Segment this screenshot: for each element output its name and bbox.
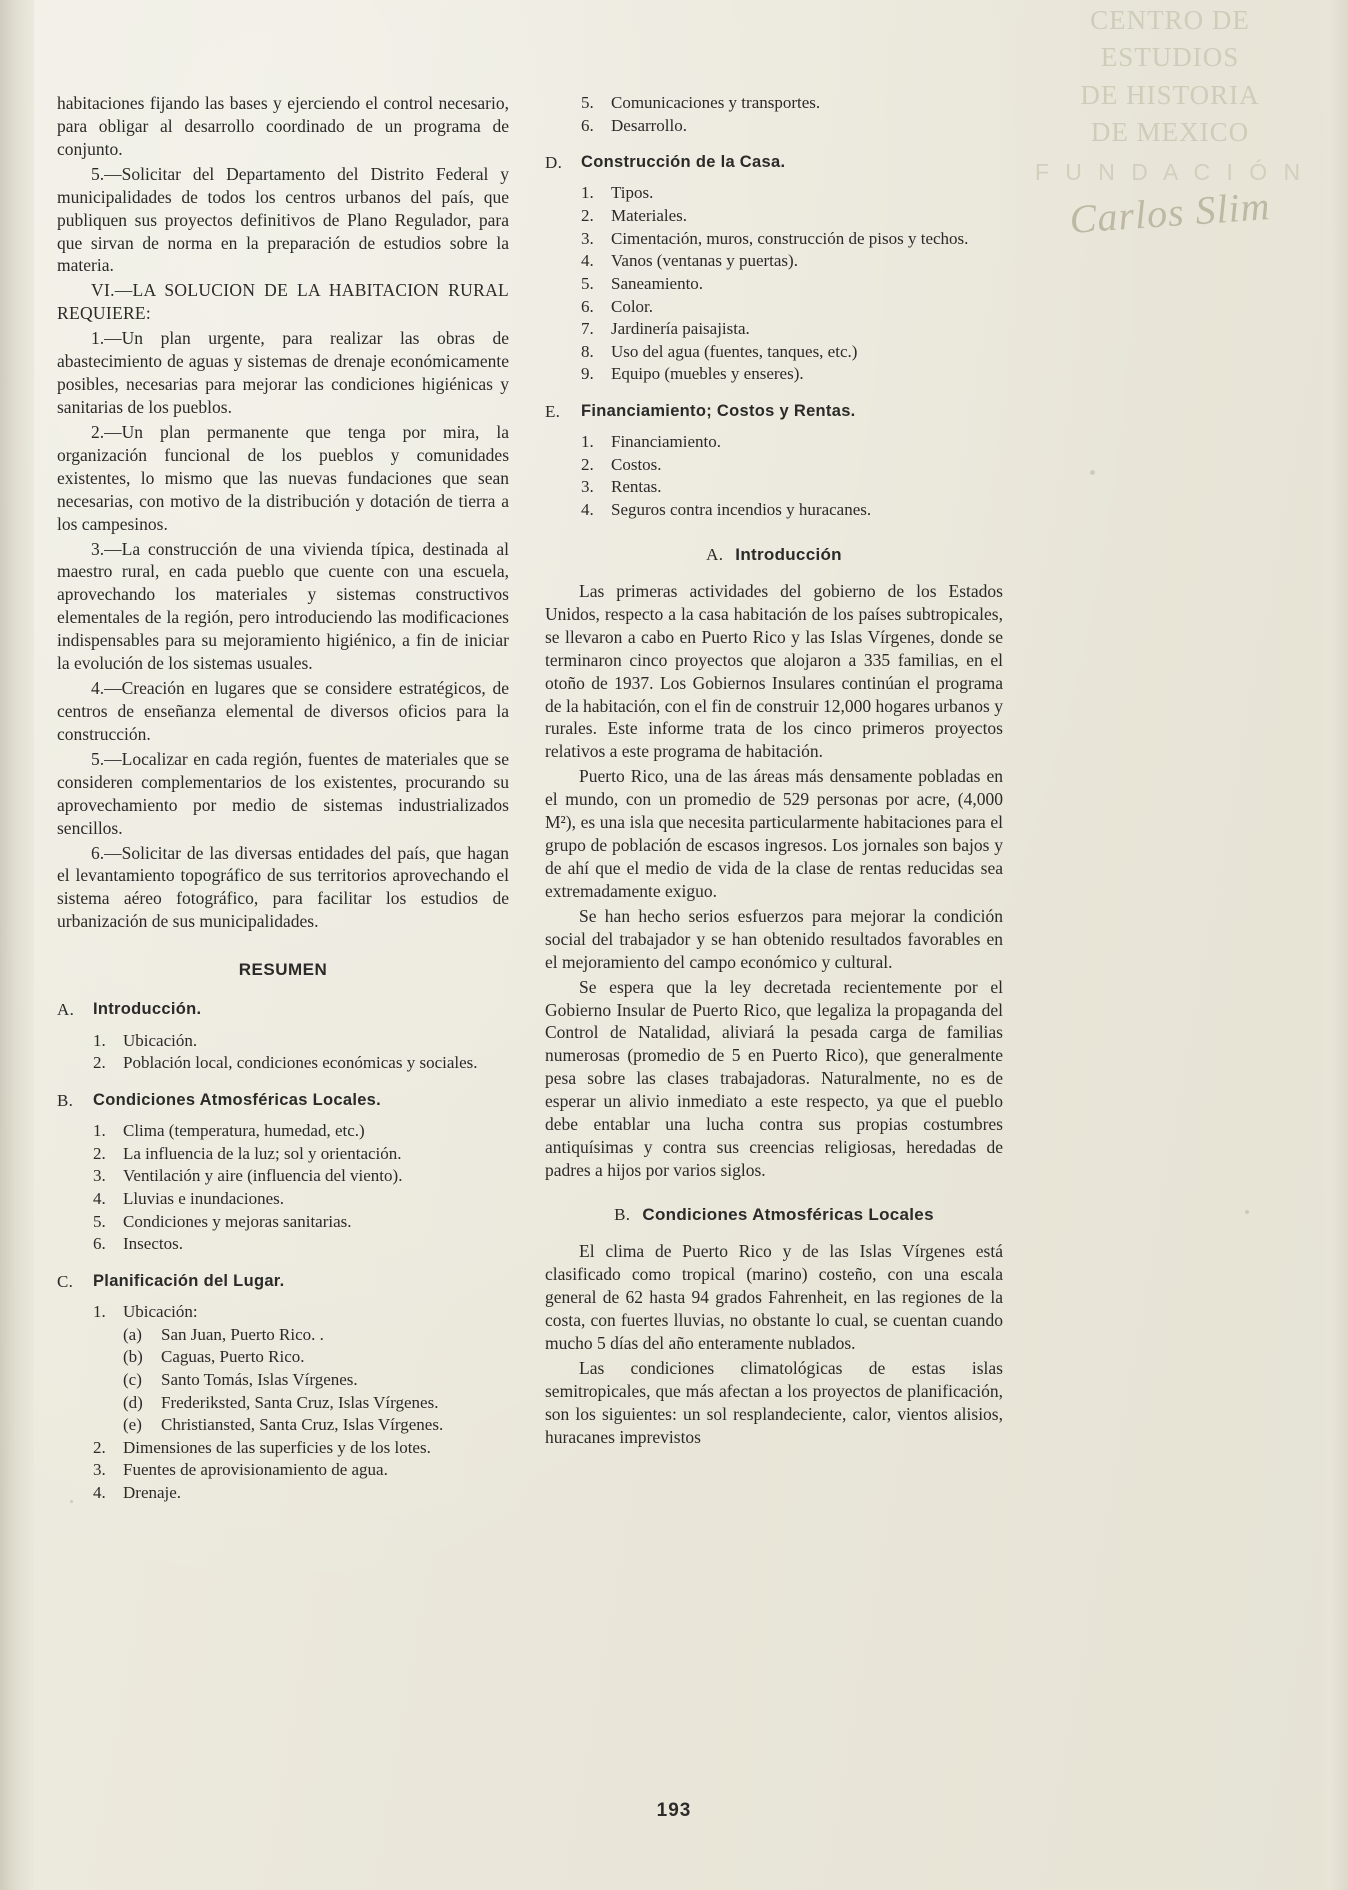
scan-speck (1090, 470, 1095, 475)
item-text: Insectos. (123, 1234, 183, 1254)
section-title: Introducción (735, 544, 842, 564)
item-text: Tipos. (611, 183, 654, 203)
list-item (93, 1165, 509, 1188)
item-number: 4. (93, 1483, 106, 1502)
paragraph: 5.—Solicitar del Departamento del Distrito Federal y municipalidades de todos los centros urbanos del país, que publiquen sus proyectos definitivos de Plano Regulador, para que sirvan de norma en la preparación de estudios sobre la materia. (57, 163, 509, 276)
outline-items (93, 1301, 509, 1504)
section-title: Condiciones Atmosféricas Locales. (93, 1090, 382, 1109)
item-text: Comunicaciones y transportes. (611, 93, 821, 112)
item-number: 9. (581, 364, 594, 384)
outline-heading (545, 152, 1003, 174)
item-text: Lluvias e inundaciones. (123, 1189, 284, 1209)
item-text: Caguas, Puerto Rico. (161, 1347, 305, 1367)
list-item (581, 205, 1003, 228)
climate-body-text (545, 1240, 1003, 1448)
watermark-line-2: ESTUDIOS (1100, 42, 1240, 73)
item-text: Materiales. (611, 206, 687, 226)
outline-heading (57, 999, 509, 1021)
section-letter: C. (57, 1271, 74, 1291)
watermark-signature: Carlos Slim (1068, 182, 1272, 242)
section-title: Planificación del Lugar. (93, 1271, 285, 1290)
item-number: 6. (581, 115, 594, 135)
page-number: 193 (656, 1800, 692, 1821)
section-letter: B. (57, 1090, 74, 1110)
list-item (581, 476, 1003, 499)
paragraph: 2.—Un plan permanente que tenga por mira, la organización funcional de los pueblos y comunidades existentes, lo mismo que las nuevas fundaciones que sean necesarias, con motivo de la distribución y dotación de tierra a los campesinos. (57, 421, 509, 534)
paragraph-heading-vi: VI.—LA SOLUCION DE LA HABITACION RURAL REQUIERE: (57, 280, 509, 324)
section-title: Financiamiento; Costos y Rentas. (581, 401, 856, 420)
section-title: Introducción. (93, 1000, 202, 1019)
item-number: 1. (581, 183, 594, 203)
item-number: 2. (93, 1437, 106, 1457)
list-item (581, 228, 1003, 251)
item-number: 6. (93, 1234, 106, 1254)
item-number: 8. (581, 341, 594, 361)
outline-heading (57, 1090, 509, 1112)
item-number: 4. (581, 251, 594, 271)
section-letter: A. (706, 544, 724, 564)
list-item (93, 1030, 509, 1053)
item-text: Ventilación y aire (influencia del viento). (123, 1166, 403, 1186)
item-text: Dimensiones de las superficies y de los lotes. (123, 1437, 431, 1457)
list-item (93, 1143, 509, 1166)
item-number: (b) (123, 1347, 143, 1367)
item-number: 4. (93, 1189, 106, 1209)
item-text: Costos. (611, 454, 662, 474)
paragraph: El clima de Puerto Rico y de las Islas Vírgenes está clasificado como tropical (marino) costeño, con una escala general de 62 hasta 94 grados Fahrenheit, en las regiones de la costa, con fuertes lluvias, no obstante lo cual, se cuentan cuando mucho 5 días del año enteramente nublados. (545, 1241, 1003, 1353)
left-body-text (57, 92, 509, 933)
item-text: La influencia de la luz; sol y orientación. (123, 1143, 402, 1163)
list-item (93, 1120, 509, 1143)
list-item (581, 363, 1003, 386)
list-item (93, 1482, 509, 1505)
sub-list-item (123, 1392, 509, 1415)
item-number: 2. (93, 1143, 106, 1163)
paragraph: Puerto Rico, una de las áreas más densamente pobladas en el mundo, con un promedio de 529 personas por acre, (4,000 M²), es una isla que necesita particularmente habitaciones para el grupo de población de escasos ingresos. Los jornales son bajos y de ahí que el medio de vida de la clase de rentas reducidas sea extremadamente exiguo. (545, 766, 1003, 901)
list-item (581, 296, 1003, 319)
list-item (93, 1301, 509, 1324)
paragraph: Las condiciones climatológicas de estas islas semitropicales, que más afectan a los proyectos de planificación, son los siguientes: un sol resplandeciente, calor, vientos alisios, huracanes imprevistos (545, 1357, 1003, 1447)
item-text: San Juan, Puerto Rico. . (161, 1324, 324, 1344)
item-number: 7. (581, 319, 594, 339)
item-text: Seguros contra incendios y huracanes. (611, 500, 872, 520)
outline-heading (57, 1271, 509, 1293)
list-item (581, 454, 1003, 477)
list-item (93, 1233, 509, 1256)
list-item (581, 182, 1003, 205)
outline-section-b (57, 1090, 509, 1256)
sub-list-item (123, 1346, 509, 1369)
list-item (93, 1211, 509, 1234)
item-number: 2. (581, 454, 594, 474)
scan-speck (70, 1500, 73, 1503)
left-column (57, 92, 509, 1505)
section-letter: B. (614, 1204, 631, 1224)
paragraph: 5.—Localizar en cada región, fuentes de materiales que se consideren complementarios de los existentes, procurando su aprovechamiento por medio de sistemas industrializados sencillos. (57, 748, 509, 838)
outline-items (581, 431, 1003, 521)
list-item (93, 1188, 509, 1211)
sub-list (123, 1324, 509, 1437)
outline-section-a (57, 999, 509, 1074)
outline-section-c (57, 1271, 509, 1505)
paragraph: 1.—Un plan urgente, para realizar las obras de abastecimiento de aguas y sistemas de drenaje económicamente posibles, necesarias para mejorar las condiciones higiénicas y sanitarias de los pueblos. (57, 328, 509, 417)
outline-section-d (545, 152, 1003, 386)
intro-heading (545, 544, 1003, 566)
section-title: Condiciones Atmosféricas Locales (642, 1204, 934, 1224)
list-item (581, 115, 1003, 138)
list-item (93, 1459, 509, 1482)
item-text: Rentas. (611, 477, 662, 497)
list-item (93, 1437, 509, 1460)
resumen-title: RESUMEN (238, 960, 328, 980)
item-text: Frederiksted, Santa Cruz, Islas Vírgenes. (161, 1392, 439, 1412)
item-number: 1. (93, 1302, 106, 1322)
sub-list-item (123, 1369, 509, 1392)
item-text: Saneamiento. (611, 273, 704, 293)
sub-list-item (123, 1414, 509, 1437)
item-text: Color. (611, 296, 654, 316)
outline-section-e (545, 401, 1003, 522)
item-text: Condiciones y mejoras sanitarias. (123, 1211, 352, 1231)
item-text: Ubicación: (123, 1302, 198, 1322)
item-text: Uso del agua (fuentes, tanques, etc.) (611, 341, 858, 361)
item-text: Jardinería paisajista. (611, 319, 750, 339)
list-item (581, 341, 1003, 364)
section-letter: E. (545, 401, 561, 421)
item-number: (c) (123, 1369, 142, 1389)
item-number: 5. (581, 93, 594, 112)
item-number: 2. (93, 1053, 106, 1073)
page-left-shadow (0, 0, 34, 1890)
scan-speck (1245, 1210, 1249, 1214)
item-number: (a) (123, 1324, 142, 1344)
item-number: (e) (123, 1415, 142, 1435)
item-number: 2. (581, 206, 594, 226)
item-number: 1. (93, 1030, 106, 1050)
item-text: Desarrollo. (611, 115, 688, 135)
list-item (581, 273, 1003, 296)
page-right-shadow (1322, 0, 1348, 1890)
item-text: Fuentes de aprovisionamiento de agua. (123, 1460, 388, 1480)
item-text: Vanos (ventanas y puertas). (611, 251, 798, 271)
item-number: 5. (93, 1211, 106, 1231)
item-number: (d) (123, 1392, 143, 1412)
item-number: 5. (581, 273, 594, 293)
climate-heading (545, 1204, 1003, 1226)
paragraph: habitaciones fijando las bases y ejerciendo el control necesario, para obligar al desarrollo coordinado de un programa de conjunto. (57, 93, 509, 159)
paragraph: Las primeras actividades del gobierno de los Estados Unidos, respecto a la casa habitación de los países subtropicales, se llevaron a cabo en Puerto Rico y las Islas Vírgenes, donde se terminaron cinco proyectos que alojaron a 335 familias, en el otoño de 1937. Los Gobiernos Insulares continúan el programa de la habitación, con el fin de construir 12,000 hogares urbanos y rurales. Este informe trata de los cinco primeros proyectos relativos a este programa de habitación. (545, 580, 1003, 762)
paragraph: 6.—Solicitar de las diversas entidades del país, que hagan el levantamiento topográfico de sus territorios aprovechando el sistema aéreo fotográfico, para facilitar los estudios de urbanización de sus municipalidades. (57, 842, 509, 932)
list-item (581, 431, 1003, 454)
item-number: 3. (93, 1460, 106, 1480)
continued-items (581, 92, 1003, 137)
list-item (581, 318, 1003, 341)
item-text: Equipo (muebles y enseres). (611, 364, 804, 384)
item-number: 3. (93, 1166, 106, 1186)
paragraph: Se espera que la ley decretada recientemente por el Gobierno Insular de Puerto Rico, que legaliza la propaganda del Control de Natalidad, aliviará la pesada carga de familias numerosas (promedio de 5 en Puerto Rico), que generalmente pesa sobre las clases trabajadoras. Naturalmente, no es de esperar un alivio inmediato a este respecto, ya que el pueblo debe entablar una lucha contra sus propias costumbres antiquísimas y contra sus creencias religiosas, heredadas de padres a hijos por varios siglos. (545, 976, 1003, 1180)
sub-list-item (123, 1324, 509, 1347)
item-text: Población local, condiciones económicas y sociales. (123, 1053, 478, 1073)
list-item (581, 92, 1003, 115)
item-number: 4. (581, 500, 594, 520)
watermark (1020, 2, 1320, 240)
item-text: Christiansted, Santa Cruz, Islas Vírgenes. (161, 1415, 444, 1435)
section-letter: D. (545, 153, 563, 173)
watermark-line-1: CENTRO DE (1090, 5, 1250, 35)
list-item (581, 499, 1003, 522)
item-number: 3. (581, 477, 594, 497)
watermark-line-4: DE MEXICO (1090, 116, 1250, 147)
list-item (93, 1052, 509, 1075)
outline-heading (545, 401, 1003, 423)
paragraph: Se han hecho serios esfuerzos para mejorar la condición social del trabajador y se han obtenido resultados favorables en el mejoramiento del campo económico y cultural. (545, 905, 1003, 972)
item-text: Cimentación, muros, construcción de pisos y techos. (611, 228, 969, 248)
item-text: Financiamiento. (611, 432, 722, 452)
item-text: Ubicación. (123, 1030, 198, 1050)
paragraph: 4.—Creación en lugares que se considere estratégicos, de centros de enseñanza elemental de diversos oficios para la construcción. (57, 678, 509, 744)
item-number: 1. (93, 1121, 106, 1141)
watermark-foundation: F U N D A C I Ó N (1034, 159, 1306, 185)
outline-items (93, 1120, 509, 1256)
watermark-line-3: DE HISTORIA (1080, 79, 1260, 110)
item-text: Santo Tomás, Islas Vírgenes. (161, 1369, 358, 1389)
item-number: 6. (581, 296, 594, 316)
list-item (581, 250, 1003, 273)
item-number: 3. (581, 228, 594, 248)
item-text: Clima (temperatura, humedad, etc.) (123, 1121, 365, 1141)
right-column (545, 92, 1003, 1448)
outline-items (93, 1030, 509, 1075)
intro-body-text (545, 580, 1003, 1182)
section-letter: A. (57, 1000, 75, 1020)
item-text: Drenaje. (123, 1483, 182, 1502)
item-number: 1. (581, 432, 594, 452)
outline-items (581, 182, 1003, 385)
section-title: Construcción de la Casa. (581, 153, 786, 172)
paragraph: 3.—La construcción de una vivienda típica, destinada al maestro rural, en cada pueblo que cuente con una escuela, aprovechando los materiales y sistemas constructivos elementales de la región, pero introduciendo las modificaciones indispensables para su mejoramiento higiénico, a fin de iniciar la evolución de los sistemas usuales. (57, 538, 509, 674)
